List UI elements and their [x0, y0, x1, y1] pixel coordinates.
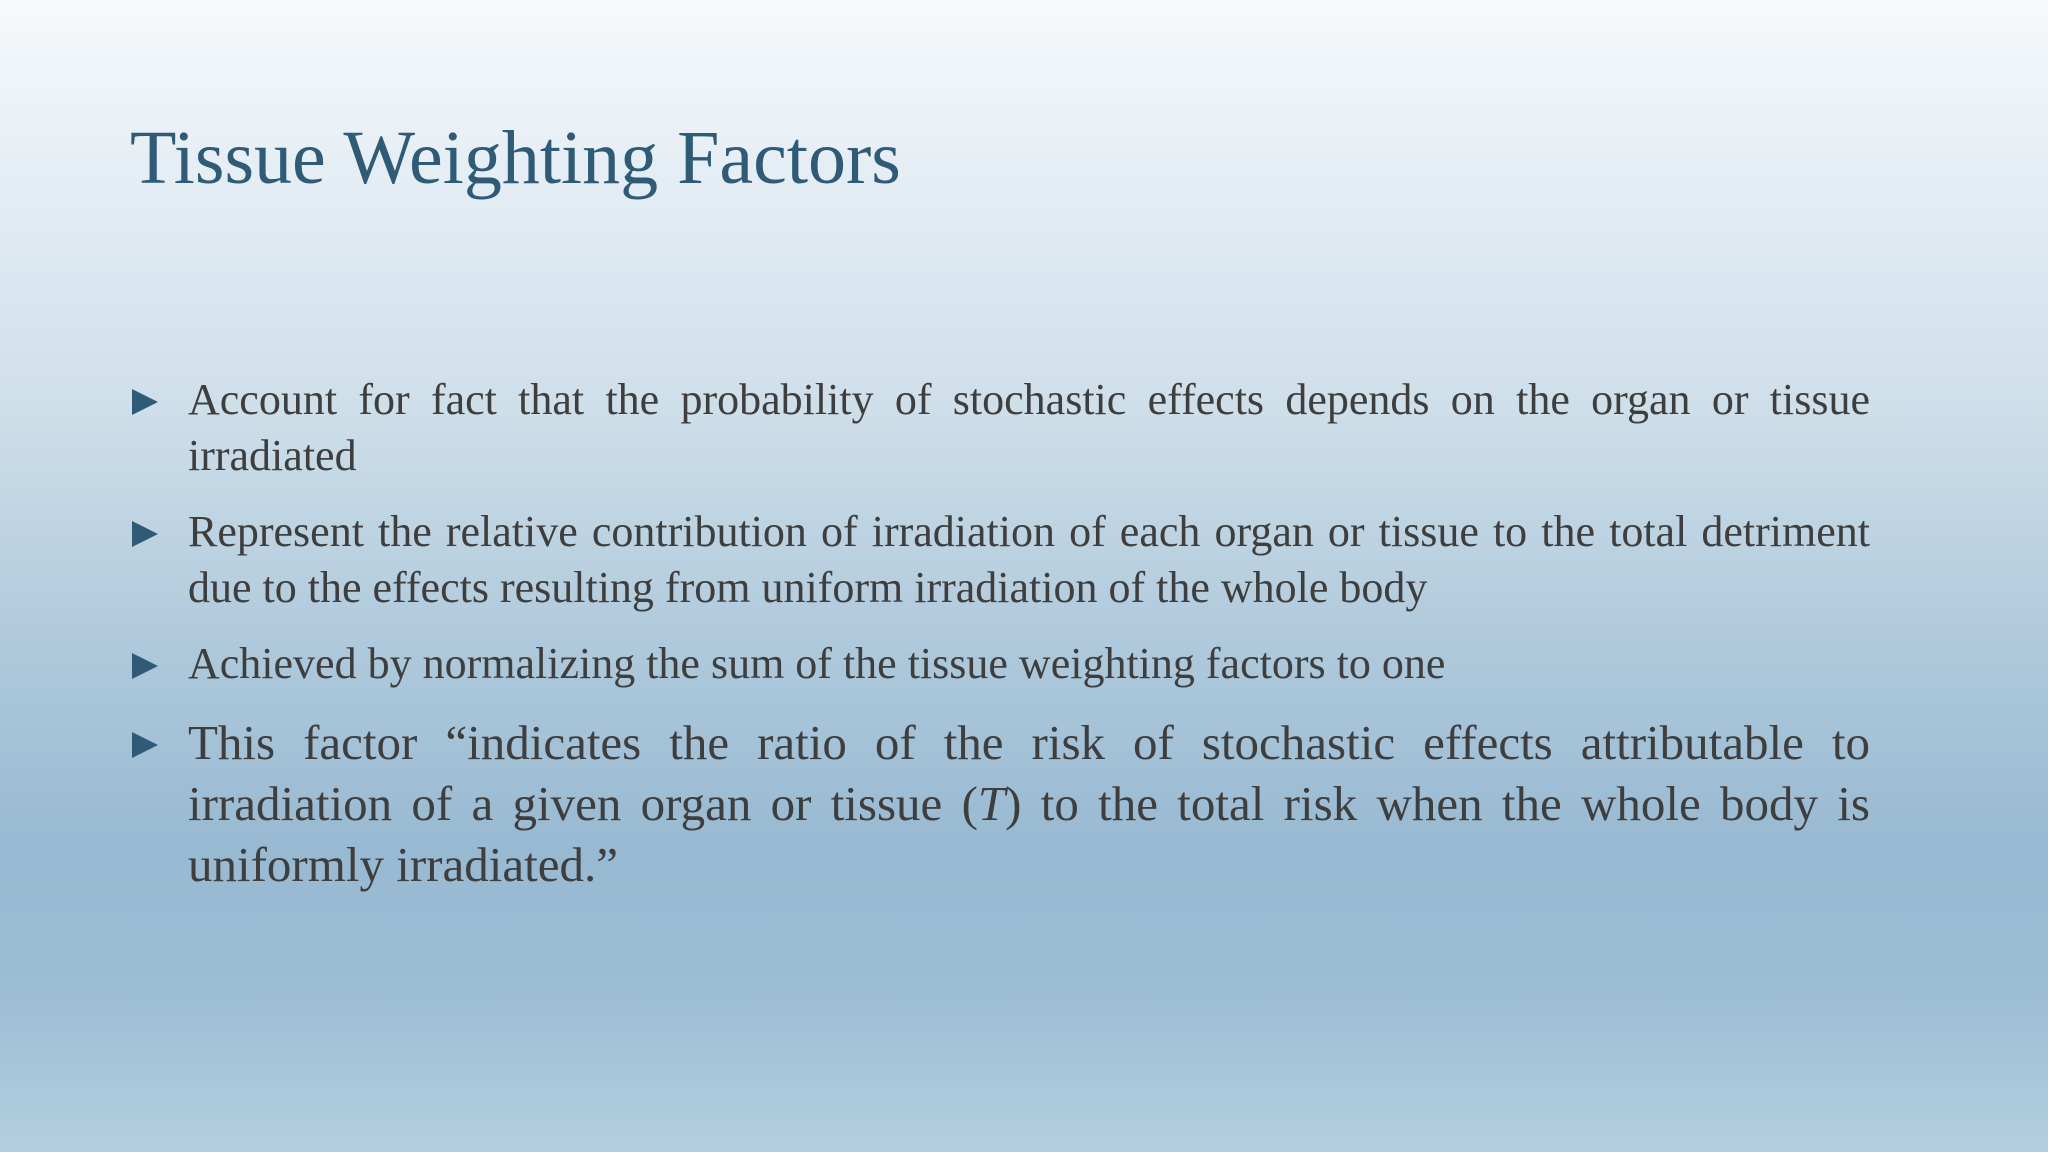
bullet-item — [130, 372, 1870, 484]
bullet-list — [130, 372, 1870, 915]
tissue-symbol: T — [977, 776, 1006, 831]
slide-title: Tissue Weighting Factors — [130, 116, 901, 200]
triangle-right-icon — [132, 521, 158, 547]
triangle-right-icon — [132, 732, 158, 758]
bullet-text-after: ) to the total risk when the whole body is uniformly irradiated.” — [188, 776, 1870, 892]
bullet-text: Account for fact that the probability of stochastic effects depends on the organ or tissue irradiated — [188, 375, 1870, 480]
triangle-right-icon — [132, 653, 158, 679]
bullet-text-before: This factor “indicates the ratio of the risk of stochastic effects attributable to irradiation of a given organ or tissue ( — [188, 715, 1870, 831]
bullet-text: Represent the relative contribution of irradiation of each organ or tissue to the total detriment due to the effects resulting from uniform irradiation of the whole body — [188, 507, 1870, 612]
bullet-item — [130, 636, 1870, 692]
bullet-item — [130, 504, 1870, 616]
triangle-right-icon — [132, 389, 158, 415]
bullet-text: Achieved by normalizing the sum of the tissue weighting factors to one — [188, 639, 1446, 688]
bullet-item-quote — [130, 712, 1870, 895]
